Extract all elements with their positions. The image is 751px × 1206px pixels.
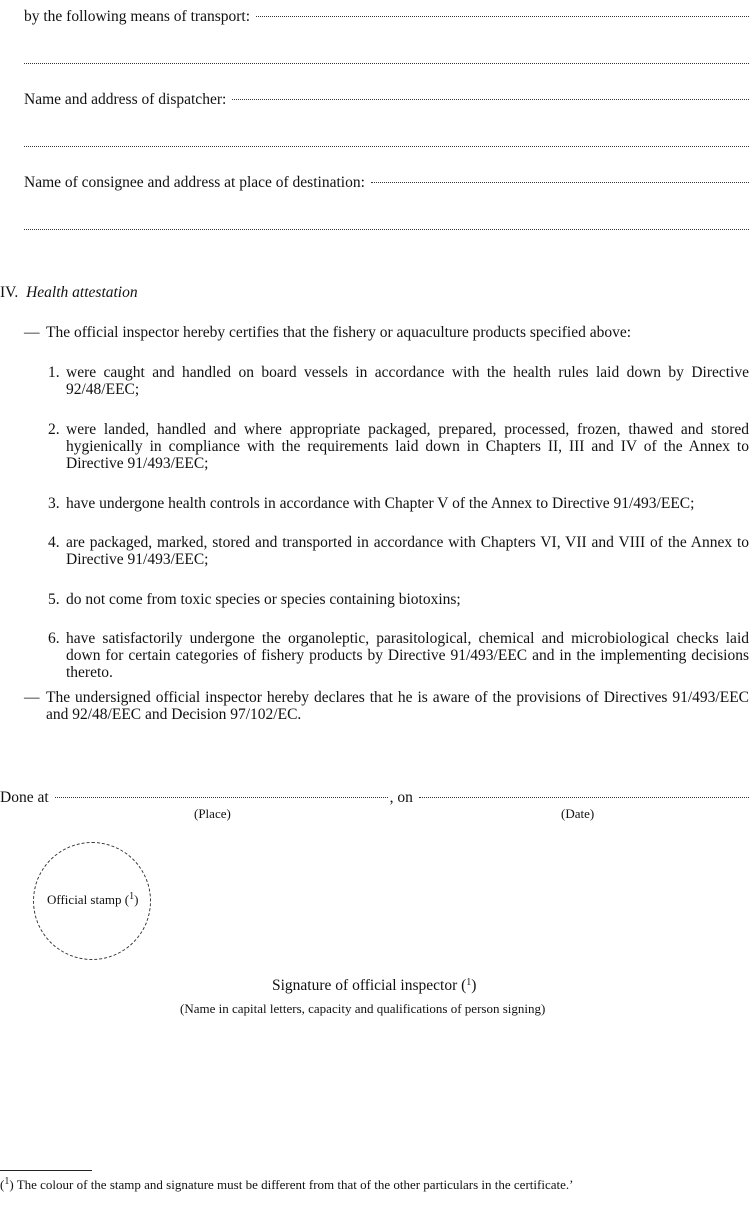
list-item-text: have undergone health controls in accordance with Chapter V of the Annex to Directive 91/493/EEC; — [66, 495, 695, 512]
declaration — [24, 689, 749, 723]
consignee-label: Name of consignee and address at place of destination: — [24, 174, 365, 191]
done-at-label: Done at — [0, 789, 49, 806]
date-dotted-line — [419, 797, 749, 798]
list-item-text: have satisfactorily undergone the organoleptic, parasitological, chemical and microbiological checks laid down for certain categories of fishery products by Directive 91/493/EEC and in the implementing decisions thereto. — [66, 630, 749, 681]
certify-intro — [24, 324, 749, 341]
list-item — [48, 534, 749, 568]
on-label: , on — [389, 789, 413, 806]
signature-footnote-ref: 1 — [466, 977, 472, 988]
footnote-ref: 1 — [4, 1176, 10, 1187]
consignee-dotted-line-2 — [24, 229, 749, 230]
list-item — [48, 421, 749, 472]
footnote-rule — [0, 1170, 92, 1171]
list-item-number: 6. — [48, 630, 60, 647]
list-item-text: were caught and handled on board vessels in accordance with the health rules laid down by Directive 92/48/EEC; — [66, 364, 749, 398]
list-item-number: 5. — [48, 591, 60, 608]
consignee-field — [24, 174, 749, 192]
dispatcher-field — [24, 91, 749, 109]
transport-label: by the following means of transport: — [24, 8, 250, 25]
dash-marker: — — [24, 689, 40, 706]
place-dotted-line — [55, 797, 388, 798]
signature-caption: (Name in capital letters, capacity and qualifications of person signing) — [180, 1001, 546, 1016]
section-heading — [0, 284, 138, 302]
transport-field — [24, 8, 749, 26]
consignee-dotted-line — [371, 182, 749, 183]
signature-label: Signature of official inspector ($^1$) — [272, 977, 477, 994]
list-item-text: were landed, handled and where appropriate packaged, prepared, processed, frozen, thawed and stored hygienically in compliance with the requirements laid down in Chapters II, III and IV of the Annex to Directive 91/493/EEC; — [66, 421, 749, 472]
footnote: ($^1$) The colour of the stamp and signature must be different from that of the other particulars in the certificate.’ — [0, 1176, 574, 1192]
transport-dotted-line-2 — [24, 63, 749, 64]
dispatcher-dotted-line — [232, 99, 749, 100]
declaration-text: The undersigned official inspector hereby declares that he is aware of the provisions of Directives 91/493/EEC and 92/48/EEC and Decision 97/102/EC. — [46, 689, 749, 723]
dispatcher-dotted-line-2 — [24, 146, 749, 147]
list-item — [48, 630, 749, 681]
list-item-number: 2. — [48, 421, 60, 438]
list-item-number: 4. — [48, 534, 60, 551]
dispatcher-label: Name and address of dispatcher: — [24, 91, 227, 108]
done-at-field — [0, 789, 749, 807]
section-number: IV. — [0, 284, 19, 301]
transport-dotted-line — [256, 16, 749, 17]
list-item — [48, 495, 749, 512]
place-caption: (Place) — [194, 806, 231, 821]
certify-intro-text: The official inspector hereby certifies that the fishery or aquaculture products specified above: — [46, 324, 632, 341]
section-title: Health attestation — [26, 284, 138, 301]
list-item — [48, 591, 749, 608]
list-item-text: are packaged, marked, stored and transported in accordance with Chapters VI, VII and VIII of the Annex to Directive 91/493/EEC; — [66, 534, 749, 568]
official-stamp-label: Official stamp ($^1$) — [47, 891, 139, 907]
list-item-number: 1. — [48, 364, 60, 381]
list-item-number: 3. — [48, 495, 60, 512]
date-caption: (Date) — [561, 806, 595, 821]
list-item — [48, 364, 749, 398]
stamp-footnote-ref: 1 — [129, 891, 135, 902]
dash-marker: — — [24, 324, 40, 341]
footnote-text: ) The colour of the stamp and signature must be different from that of the other particulars in the certificate.’ — [9, 1177, 574, 1192]
list-item-text: do not come from toxic species or species containing biotoxins; — [66, 591, 461, 608]
